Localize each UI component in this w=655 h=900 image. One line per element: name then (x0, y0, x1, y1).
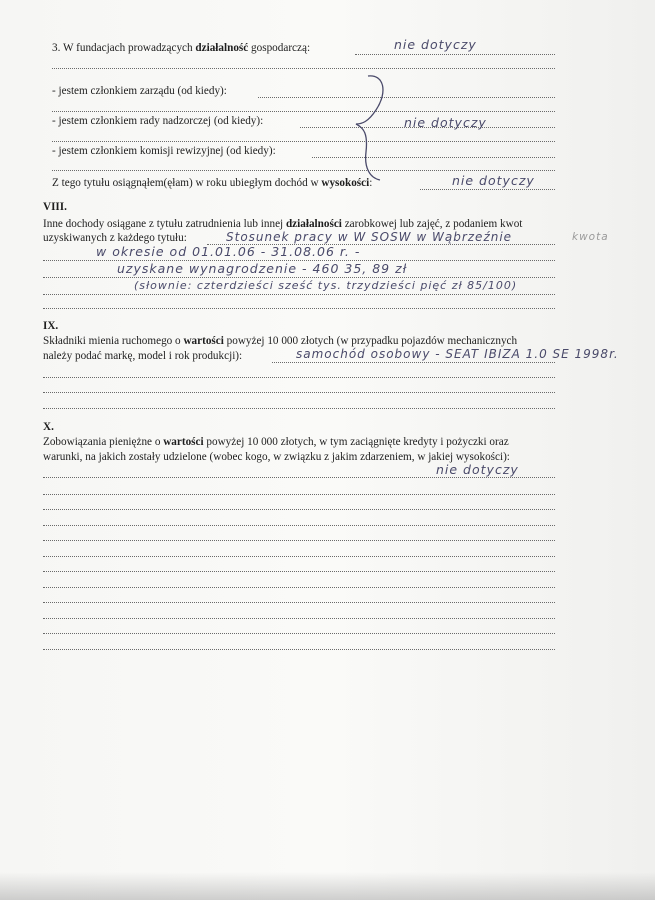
other-income-text-end: zarobkowej lub zajęć, z podaniem kwot (341, 218, 523, 230)
handwritten-employment: Stosunek pracy w W SOSW w Wąbrzeźnie (226, 230, 513, 244)
other-income-line-2: uzyskiwanych z każdego tytułu: (43, 232, 187, 244)
management-board-label: - jestem członkiem zarządu (od kiedy): (52, 85, 227, 97)
dotted-line (43, 587, 555, 588)
foundation-text-bold: działalność (195, 42, 249, 54)
handwritten-income-answer: nie dotyczy (452, 173, 535, 188)
foundation-text: 3. W fundacjach prowadzących (52, 42, 196, 54)
dotted-line (43, 408, 555, 409)
handwritten-salary-words: (słownie: czterdzieści sześć tys. trzydzieści pięć zł 85/100) (134, 279, 518, 292)
handwritten-employment-tail: kwota (572, 231, 609, 243)
dotted-line (52, 68, 555, 69)
dotted-line (43, 633, 555, 634)
income-line (52, 177, 372, 190)
dotted-line (312, 157, 555, 158)
dotted-line (43, 294, 555, 295)
liabilities-line-1 (43, 436, 509, 449)
dotted-line (43, 509, 555, 510)
handwritten-period: w okresie od 01.01.06 - 31.08.06 r. - (96, 244, 361, 259)
dotted-line (43, 618, 555, 619)
handwritten-board-answer: nie dotyczy (404, 115, 487, 130)
income-text-end: : (369, 177, 373, 189)
other-income-text: Inne dochody osiągane z tytułu zatrudnienia lub innej (43, 218, 286, 230)
dotted-line (43, 477, 555, 478)
dotted-line (420, 189, 555, 190)
section-heading-ix: IX. (43, 320, 59, 332)
audit-committee-label: - jestem członkiem komisji rewizyjnej (od kiedy): (52, 145, 276, 157)
dotted-line (43, 540, 555, 541)
income-text: Z tego tytułu osiągnąłem(ęłam) w roku ubiegłym dochód w (52, 177, 322, 189)
dotted-line (355, 54, 555, 55)
dotted-line (272, 362, 555, 363)
supervisory-board-label: - jestem członkiem rady nadzorczej (od kiedy): (52, 115, 264, 127)
movable-assets-text-end: powyżej 10 000 złotych (w przypadku pojazdów mechanicznych (223, 335, 518, 347)
dotted-line (43, 556, 555, 557)
handwritten-liabilities-answer: nie dotyczy (436, 462, 519, 477)
handwritten-salary: uzyskane wynagrodzenie - 460 35, 89 zł (117, 261, 408, 276)
liabilities-line-2: warunki, na jakich zostały udzielone (wobec kogo, w związku z jakim zdarzeniem, w jakiej wysokości): (43, 451, 510, 463)
scan-bottom-edge (0, 872, 655, 900)
movable-assets-text: Składniki mienia ruchomego o (43, 335, 184, 347)
other-income-text-bold: działalności (285, 218, 342, 230)
movable-assets-line-2: należy podać markę, model i rok produkcji): (43, 350, 243, 362)
dotted-line (43, 308, 555, 309)
income-text-bold: wysokości (321, 177, 370, 189)
foundation-text-end: gospodarczą: (248, 42, 311, 54)
dotted-line (43, 525, 555, 526)
dotted-line (43, 571, 555, 572)
dotted-line (43, 377, 555, 378)
dotted-line (258, 97, 555, 98)
handwritten-foundation-answer: nie dotyczy (394, 37, 477, 52)
dotted-line (43, 277, 555, 278)
liabilities-text-bold: wartości (163, 436, 204, 448)
section-heading-viii: VIII. (43, 201, 67, 213)
dotted-line (52, 141, 555, 142)
handwritten-vehicle: samochód osobowy - SEAT IBIZA 1.0 SE 1998r. (296, 347, 619, 361)
dotted-line (43, 494, 555, 495)
liabilities-text-end: powyżej 10 000 złotych, w tym zaciągnięte kredyty i pożyczki oraz (203, 436, 509, 448)
dotted-line (52, 111, 555, 112)
section-heading-x: X. (43, 421, 54, 433)
foundation-activity-line (52, 42, 310, 55)
handwritten-brace (354, 72, 394, 184)
liabilities-text: Zobowiązania pieniężne o (43, 436, 164, 448)
dotted-line (43, 649, 555, 650)
dotted-line (43, 602, 555, 603)
movable-assets-text-bold: wartości (183, 335, 224, 347)
dotted-line (43, 392, 555, 393)
dotted-line (52, 170, 555, 171)
